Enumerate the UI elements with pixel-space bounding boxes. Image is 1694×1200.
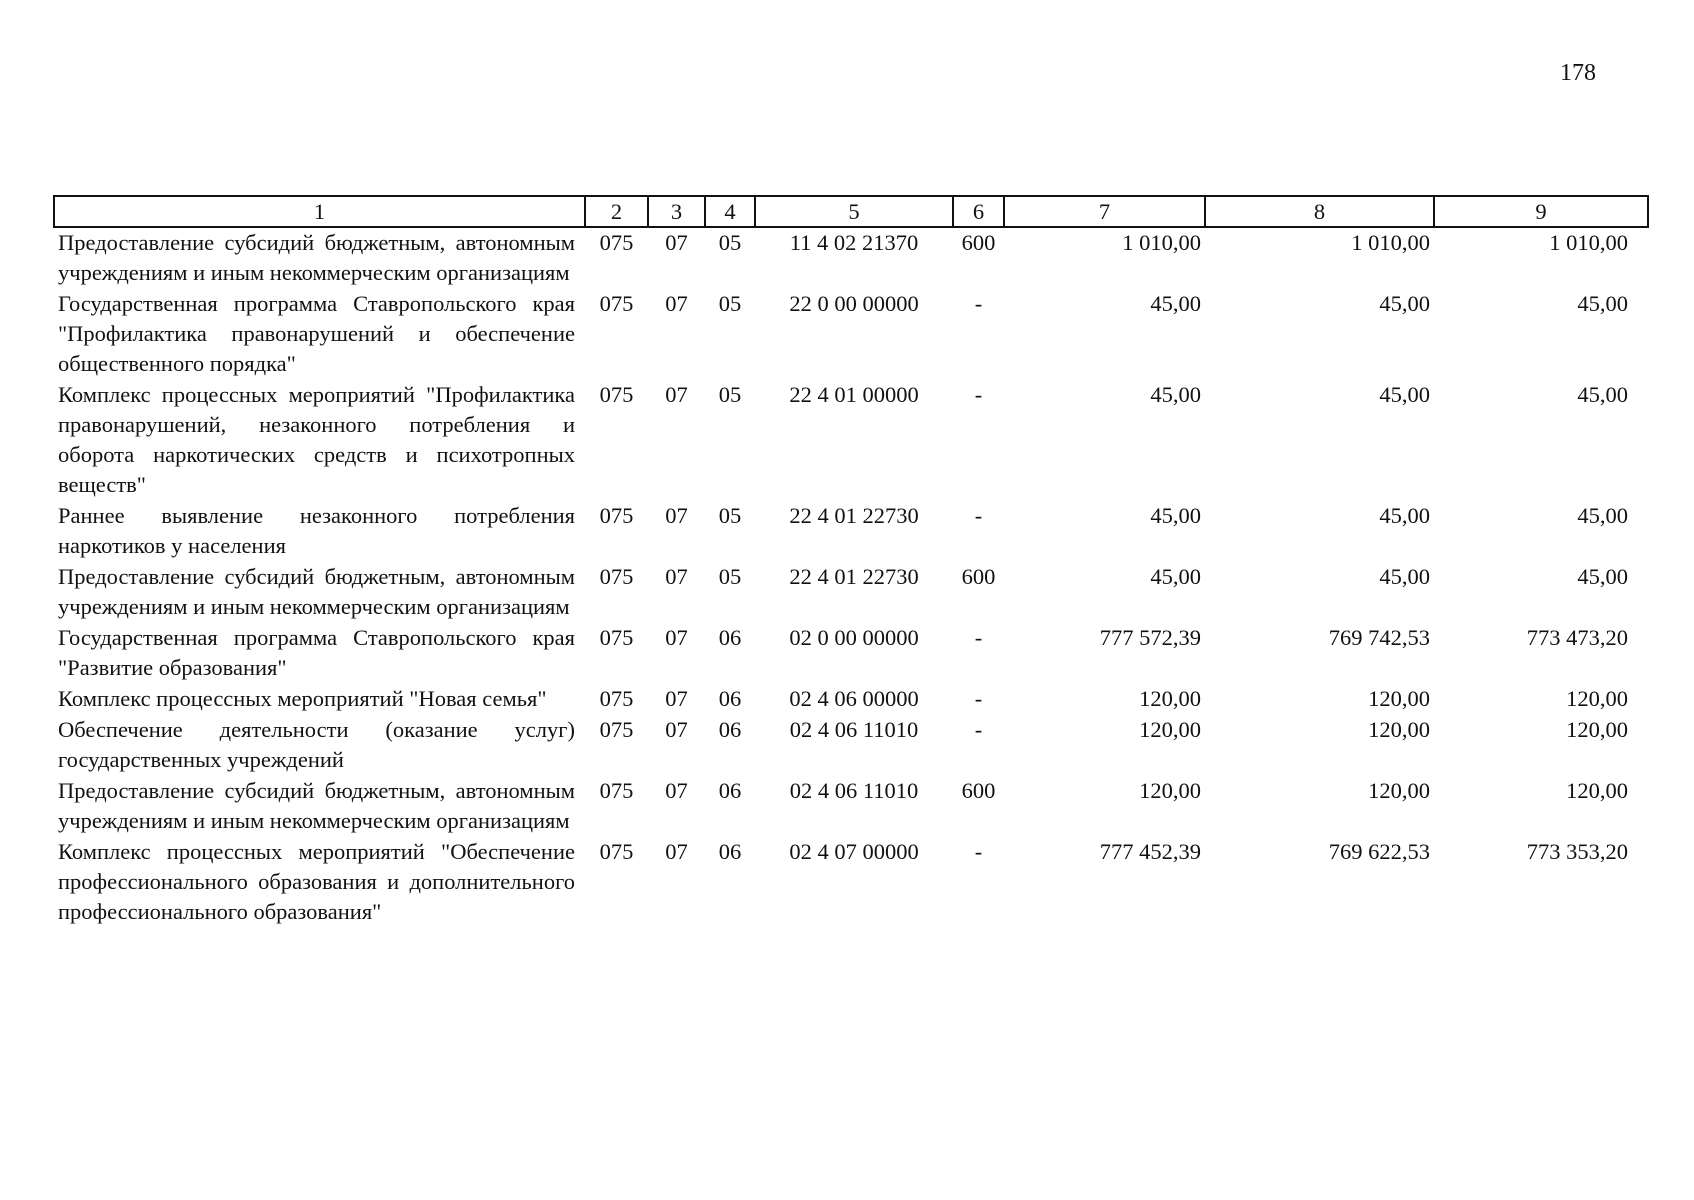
section-cell: 07	[665, 503, 688, 528]
target-article-cell: 22 0 00 00000	[789, 291, 919, 316]
amount-col8-cell: 1 010,00	[1351, 230, 1430, 255]
expense-type-cell: 600	[961, 230, 996, 255]
row-name-cell: Предоставление субсидий бюджетным, автономным учреждениям и иным некоммерческим организациям	[58, 564, 575, 619]
amount-col8-cell: 120,00	[1368, 686, 1430, 711]
table-row	[54, 562, 1648, 623]
target-article-cell: 22 4 01 22730	[789, 564, 919, 589]
amount-col7-cell: 120,00	[1139, 717, 1201, 742]
admin-code-cell: 075	[599, 291, 634, 316]
header-cell-1: 1	[54, 196, 585, 227]
header-cell-2: 2	[585, 196, 648, 227]
amount-col8-cell: 45,00	[1379, 382, 1430, 407]
row-name-cell: Раннее выявление незаконного потребления наркотиков у населения	[58, 503, 575, 558]
expense-type-cell: -	[974, 625, 983, 650]
header-cell-8: 8	[1205, 196, 1434, 227]
expense-type-cell: 600	[961, 564, 996, 589]
section-cell: 07	[665, 382, 688, 407]
table-row	[54, 837, 1648, 928]
subsection-cell: 06	[718, 839, 742, 864]
amount-col9-cell: 1 010,00	[1549, 230, 1628, 255]
header-cell-5: 5	[755, 196, 953, 227]
header-cell-9: 9	[1434, 196, 1648, 227]
amount-col9-cell: 45,00	[1577, 503, 1628, 528]
amount-col9-cell: 120,00	[1566, 717, 1628, 742]
admin-code-cell: 075	[599, 839, 634, 864]
subsection-cell: 06	[718, 686, 742, 711]
budget-table	[53, 195, 1649, 928]
amount-col8-cell: 45,00	[1379, 503, 1430, 528]
amount-col9-cell: 120,00	[1566, 778, 1628, 803]
amount-col8-cell: 769 622,53	[1328, 839, 1430, 864]
section-cell: 07	[665, 291, 688, 316]
admin-code-cell: 075	[599, 625, 634, 650]
expense-type-cell: -	[974, 382, 983, 407]
header-cell-7: 7	[1004, 196, 1205, 227]
table-row	[54, 501, 1648, 562]
row-name-cell: Государственная программа Ставропольского края "Профилактика правонарушений и обеспечение общественного порядка"	[58, 291, 575, 376]
subsection-cell: 05	[718, 503, 742, 528]
table-row	[54, 227, 1648, 289]
subsection-cell: 06	[718, 625, 742, 650]
table-row	[54, 776, 1648, 837]
admin-code-cell: 075	[599, 717, 634, 742]
row-name-cell: Комплекс процессных мероприятий "Профилактика правонарушений, незаконного потребления и оборота наркотических средств и психотропных веществ"	[58, 382, 575, 497]
table-row	[54, 289, 1648, 380]
amount-col8-cell: 769 742,53	[1328, 625, 1430, 650]
amount-col7-cell: 120,00	[1139, 686, 1201, 711]
subsection-cell: 06	[718, 717, 742, 742]
amount-col7-cell: 777 572,39	[1099, 625, 1201, 650]
subsection-cell: 05	[718, 291, 742, 316]
table-row	[54, 684, 1648, 715]
amount-col7-cell: 120,00	[1139, 778, 1201, 803]
table-header	[54, 196, 1648, 227]
admin-code-cell: 075	[599, 503, 634, 528]
expense-type-cell: -	[974, 291, 983, 316]
expense-type-cell: -	[974, 686, 983, 711]
target-article-cell: 11 4 02 21370	[789, 230, 919, 255]
table-body	[54, 227, 1648, 928]
row-name-cell: Предоставление субсидий бюджетным, автономным учреждениям и иным некоммерческим организациям	[58, 778, 575, 833]
row-name-cell: Предоставление субсидий бюджетным, автономным учреждениям и иным некоммерческим организациям	[58, 230, 575, 285]
subsection-cell: 05	[718, 230, 742, 255]
subsection-cell: 05	[718, 382, 742, 407]
page-number: 178	[1560, 60, 1596, 86]
amount-col7-cell: 45,00	[1150, 291, 1201, 316]
header-cell-3: 3	[648, 196, 705, 227]
amount-col8-cell: 45,00	[1379, 564, 1430, 589]
amount-col7-cell: 45,00	[1150, 564, 1201, 589]
target-article-cell: 02 4 06 11010	[789, 778, 919, 803]
amount-col7-cell: 777 452,39	[1099, 839, 1201, 864]
expense-type-cell: -	[974, 503, 983, 528]
table-row	[54, 715, 1648, 776]
amount-col9-cell: 45,00	[1577, 382, 1628, 407]
target-article-cell: 22 4 01 00000	[789, 382, 919, 407]
target-article-cell: 02 4 06 11010	[789, 717, 919, 742]
row-name-cell: Комплекс процессных мероприятий "Новая семья"	[58, 686, 547, 711]
amount-col8-cell: 45,00	[1379, 291, 1430, 316]
amount-col9-cell: 773 353,20	[1526, 839, 1628, 864]
target-article-cell: 22 4 01 22730	[789, 503, 919, 528]
target-article-cell: 02 4 06 00000	[789, 686, 919, 711]
subsection-cell: 05	[718, 564, 742, 589]
row-name-cell: Обеспечение деятельности (оказание услуг) государственных учреждений	[58, 717, 575, 772]
table-row	[54, 380, 1648, 501]
section-cell: 07	[665, 564, 688, 589]
admin-code-cell: 075	[599, 230, 634, 255]
amount-col7-cell: 45,00	[1150, 382, 1201, 407]
amount-col7-cell: 1 010,00	[1122, 230, 1201, 255]
expense-type-cell: -	[974, 717, 983, 742]
header-cell-6: 6	[953, 196, 1004, 227]
amount-col9-cell: 45,00	[1577, 291, 1628, 316]
amount-col7-cell: 45,00	[1150, 503, 1201, 528]
amount-col9-cell: 773 473,20	[1526, 625, 1628, 650]
header-row	[54, 196, 1648, 227]
subsection-cell: 06	[718, 778, 742, 803]
amount-col9-cell: 120,00	[1566, 686, 1628, 711]
section-cell: 07	[665, 625, 688, 650]
amount-col9-cell: 45,00	[1577, 564, 1628, 589]
admin-code-cell: 075	[599, 382, 634, 407]
row-name-cell: Государственная программа Ставропольского края "Развитие образования"	[58, 625, 575, 680]
section-cell: 07	[665, 686, 688, 711]
table-row	[54, 623, 1648, 684]
row-name-cell: Комплекс процессных мероприятий "Обеспечение профессионального образования и дополнительного профессионального образования"	[58, 839, 575, 924]
admin-code-cell: 075	[599, 564, 634, 589]
section-cell: 07	[665, 230, 688, 255]
section-cell: 07	[665, 778, 688, 803]
section-cell: 07	[665, 717, 688, 742]
expense-type-cell: 600	[961, 778, 996, 803]
target-article-cell: 02 0 00 00000	[789, 625, 919, 650]
header-cell-4: 4	[705, 196, 755, 227]
admin-code-cell: 075	[599, 778, 634, 803]
amount-col8-cell: 120,00	[1368, 717, 1430, 742]
admin-code-cell: 075	[599, 686, 634, 711]
section-cell: 07	[665, 839, 688, 864]
expense-type-cell: -	[974, 839, 983, 864]
amount-col8-cell: 120,00	[1368, 778, 1430, 803]
target-article-cell: 02 4 07 00000	[789, 839, 919, 864]
